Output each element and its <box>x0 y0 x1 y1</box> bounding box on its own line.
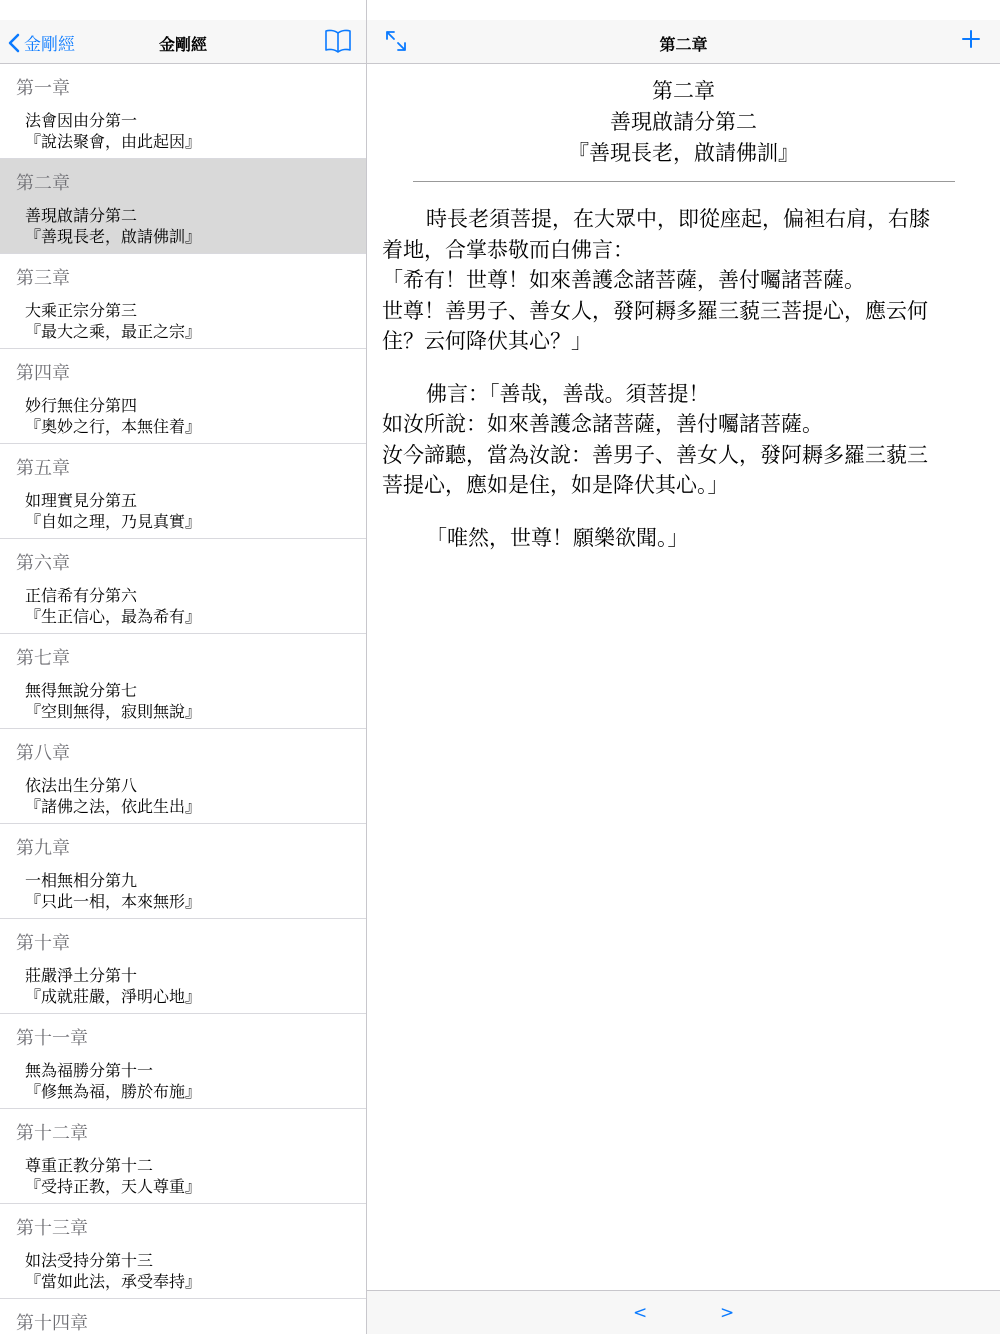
chapter-row[interactable] <box>0 64 366 159</box>
content-chapter-heading: 第二章 <box>652 79 715 103</box>
chapter-sidebar <box>0 0 367 1334</box>
chapter-subtitle: 『最大之乘，最正之宗』 <box>25 322 202 341</box>
chapter-name: 大乘正宗分第三 <box>25 301 138 320</box>
chapter-row[interactable] <box>0 539 366 634</box>
text-line: 世尊！善男子、善女人，發阿耨多羅三藐三菩提心，應云何 <box>382 298 928 323</box>
chapter-content <box>367 64 1000 1290</box>
chapter-subtitle: 『成就莊嚴，淨明心地』 <box>25 987 202 1006</box>
reader-nav-bar <box>367 20 1000 64</box>
previous-chapter-button[interactable]: < <box>633 1303 648 1323</box>
sidebar-title: 金剛經 <box>158 35 207 54</box>
text-line: 時長老須菩提，在大眾中，即從座起，偏袒右肩，右膝 <box>426 207 930 231</box>
reader-pane <box>367 0 1000 1334</box>
chapter-name: 善現啟請分第二 <box>25 206 138 225</box>
paragraph <box>382 204 986 357</box>
paragraph <box>382 379 986 501</box>
chapter-title: 第九章 <box>16 838 70 859</box>
chapter-row[interactable] <box>0 634 366 729</box>
chapter-subtitle: 『諸佛之法，依此生出』 <box>25 797 202 816</box>
chapter-title: 第七章 <box>16 648 70 669</box>
chapter-title: 第五章 <box>16 458 70 479</box>
chapter-subtitle: 『自如之理，乃見真實』 <box>25 512 202 531</box>
chapter-subtitle: 『受持正教，天人尊重』 <box>25 1177 202 1196</box>
text-line: 住？云何降伏其心？」 <box>382 329 592 353</box>
chapter-subtitle: 『說法聚會，由此起因』 <box>25 132 202 151</box>
chapter-subtitle: 『奧妙之行，本無住着』 <box>25 417 202 436</box>
chapter-name: 無得無說分第七 <box>25 681 138 700</box>
chapter-subtitle: 『空則無得，寂則無說』 <box>25 702 202 721</box>
content-chapter-subtitle: 『善現長老，啟請佛訓』 <box>568 141 799 165</box>
chapter-name: 法會因由分第一 <box>25 111 138 130</box>
chapter-row[interactable] <box>0 919 366 1014</box>
content-chapter-name: 善現啟請分第二 <box>610 110 757 134</box>
chapter-name: 如理實見分第五 <box>25 491 138 510</box>
chapter-row-selected[interactable] <box>0 159 366 254</box>
add-button[interactable] <box>960 28 982 54</box>
chapter-row[interactable] <box>0 1014 366 1109</box>
text-line: 着地，合掌恭敬而白佛言： <box>382 237 634 262</box>
text-line: 佛言：「善哉，善哉。須菩提！ <box>426 381 710 406</box>
chapter-title: 第六章 <box>16 553 70 574</box>
chapter-name: 無為福勝分第十一 <box>25 1061 154 1080</box>
chapter-name: 正信希有分第六 <box>25 586 138 605</box>
chapter-title: 第十一章 <box>16 1028 88 1049</box>
chapter-row[interactable] <box>0 729 366 824</box>
plus-icon <box>960 28 982 50</box>
chapter-title: 第十四章 <box>16 1313 88 1334</box>
chapter-list <box>0 64 366 1334</box>
chapter-name: 依法出生分第八 <box>25 776 138 795</box>
content-header <box>367 76 1000 169</box>
chapter-row[interactable] <box>0 1109 366 1204</box>
chapter-title: 第二章 <box>16 173 70 194</box>
chapter-title: 第十二章 <box>16 1123 88 1144</box>
chapter-row[interactable] <box>0 1204 366 1299</box>
sidebar-nav-bar <box>0 20 366 64</box>
chapter-row[interactable] <box>0 824 366 919</box>
chapter-title: 第十章 <box>16 933 70 954</box>
bottom-toolbar <box>367 1290 1000 1334</box>
chapter-name: 莊嚴淨土分第十 <box>25 966 138 985</box>
chapter-name: 妙行無住分第四 <box>25 396 138 415</box>
paragraph <box>382 523 986 554</box>
chapter-subtitle: 『修無為福，勝於布施』 <box>25 1082 202 1101</box>
chapter-row[interactable] <box>0 254 366 349</box>
chapter-subtitle: 『只此一相，本來無形』 <box>25 892 202 911</box>
chapter-name: 尊重正教分第十二 <box>25 1156 154 1175</box>
text-line: 菩提心，應如是住，如是降伏其心。」 <box>382 473 729 497</box>
text-line: 「唯然，世尊！願樂欲聞。」 <box>426 525 689 550</box>
text-line: 汝今諦聽，當為汝說：善男子、善女人，發阿耨多羅三藐三 <box>382 442 928 467</box>
chapter-row[interactable] <box>0 1299 366 1334</box>
chapter-row[interactable] <box>0 349 366 444</box>
chapter-title: 第十三章 <box>16 1218 88 1239</box>
chapter-title: 第三章 <box>16 268 70 289</box>
text-line: 如汝所說：如來善護念諸菩薩，善付囑諸菩薩。 <box>382 412 823 436</box>
content-body <box>367 182 1000 553</box>
chapter-title: 第八章 <box>16 743 70 764</box>
chapter-name: 一相無相分第九 <box>25 871 138 890</box>
next-chapter-button[interactable]: > <box>720 1303 735 1323</box>
chapter-subtitle: 『善現長老，啟請佛訓』 <box>25 227 202 246</box>
chapter-subtitle: 『當如此法，承受奉持』 <box>25 1272 202 1291</box>
back-button-label: 金剛經 <box>24 35 75 55</box>
bookmarks-button[interactable] <box>324 28 352 58</box>
chapter-title: 第一章 <box>16 78 70 99</box>
chapter-row[interactable] <box>0 444 366 539</box>
chapter-title: 第四章 <box>16 363 70 384</box>
chapter-subtitle: 『生正信心，最為希有』 <box>25 607 202 626</box>
text-line: 「希有！世尊！如來善護念諸菩薩，善付囑諸菩薩。 <box>382 268 865 292</box>
reader-title: 第二章 <box>659 35 708 54</box>
chapter-name: 如法受持分第十三 <box>25 1251 154 1270</box>
book-icon <box>324 28 352 54</box>
